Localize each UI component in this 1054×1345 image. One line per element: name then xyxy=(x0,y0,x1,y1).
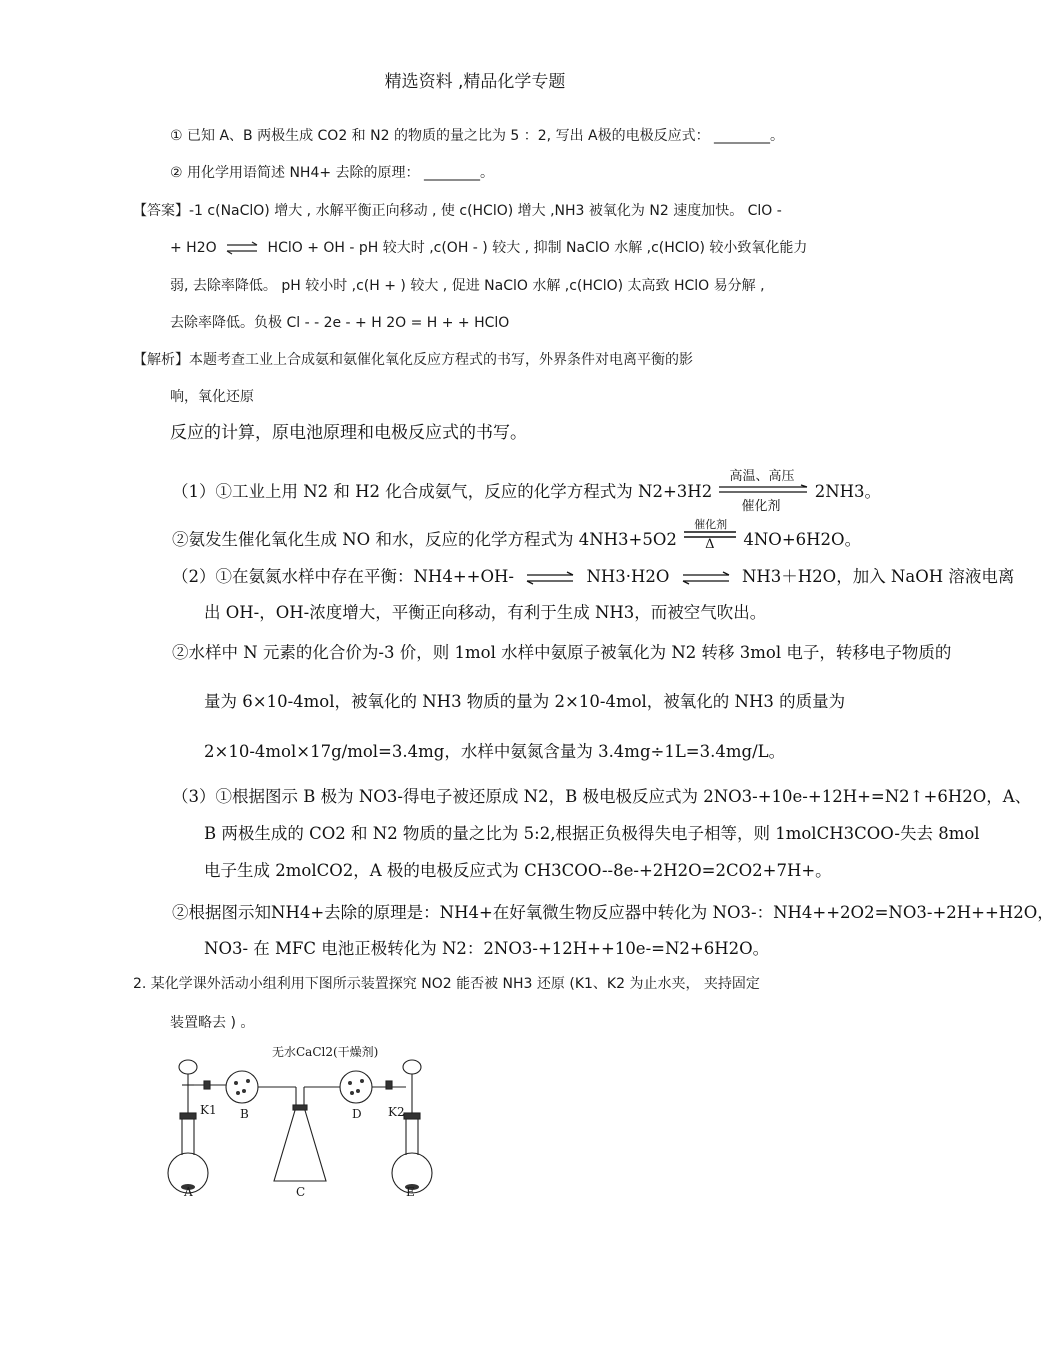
question-line-2: ② 用化学用语简述 NH4+ 去除的原理： ________。 xyxy=(170,165,494,181)
analysis-line-3: 反应的计算，原电池原理和电极反应式的书写。 xyxy=(170,423,527,443)
equilibrium-arrow-icon xyxy=(225,241,259,255)
analysis-para-2a: ②氨发生催化氧化生成 NO 和水，反应的化学方程式为 4NH3+5O2 xyxy=(172,530,677,549)
analysis-para-3a: （2）①在氨氮水样中存在平衡：NH4++OH- xyxy=(172,567,514,586)
drying-agent-label: 无水CaCl2(干燥剂) xyxy=(272,1045,379,1059)
label-d: D xyxy=(352,1107,362,1121)
label-e: E xyxy=(406,1185,415,1199)
label-a: A xyxy=(184,1185,193,1199)
analysis-para-6: 量为 6×10-4mol，被氧化的 NH3 物质的量为 2×10-4mol，被氧化的 NH3 的质量为 xyxy=(204,692,846,711)
analysis-para-4: 出 OH-，OH-浓度增大，平衡正向移动，有利于生成 NH3，而被空气吹出。 xyxy=(204,603,767,622)
condition-top: 催化剂 xyxy=(694,517,728,531)
apparatus-drawing xyxy=(160,1045,440,1205)
question-line-1: ① 已知 A、B 两极生成 CO2 和 N2 的物质的量之比为 5 ：2, 写出 A极的电极反应式： ________。 xyxy=(170,128,785,144)
analysis-para-1a: （1）①工业上用 N2 和 H2 化合成氨气，反应的化学方程式为 N2+3H2 xyxy=(172,482,713,501)
answer-line-3: 弱, 去除率降低。 pH 较小时 ,c(H + ) 较大 , 促进 NaClO 水解 ,c(HClO) 太高致 HClO 易分解 , xyxy=(170,278,765,294)
condition-bottom: Δ xyxy=(705,536,715,552)
double-arrow-icon xyxy=(717,485,809,495)
analysis-para-3 xyxy=(172,565,1014,589)
answer-line-2 xyxy=(170,238,807,258)
analysis-para-10: 电子生成 2molCO2，A 极的电极反应式为 CH3COO--8e-+2H2O=2CO2+7H+。 xyxy=(204,861,832,880)
analysis-para-12: NO3- 在 MFC 电池正极转化为 N2：2NO3-+12H++10e-=N2+6H2O。 xyxy=(204,939,770,958)
apparatus-figure xyxy=(160,1045,440,1205)
reaction-condition-arrow xyxy=(717,468,809,514)
catalyst-condition-arrow xyxy=(682,517,738,553)
analysis-para-11: ②根据图示知NH4+去除的原理是：NH4+在好氧微生物反应器中转化为 NO3-：NH4++2O2=NO3-+2H++H2O， xyxy=(172,903,1054,922)
question-2-line-1: 2. 某化学课外活动小组利用下图所示装置探究 NO2 能否被 NH3 还原 (K1、K2 为止水夹， 夹持固定 xyxy=(133,976,760,992)
condition-bottom: 催化剂 xyxy=(741,498,781,514)
analysis-para-2b: 4NO+6H2O。 xyxy=(743,530,862,549)
k2-label: K2 xyxy=(388,1105,405,1119)
analysis-para-9: B 两极生成的 CO2 和 N2 物质的量之比为 5:2,根据正负极得失电子相等，则 1molCH3COO-失去 8mol xyxy=(204,824,980,843)
k1-label: K1 xyxy=(200,1103,217,1117)
page-header: 精选资料 ,精品化学专题 xyxy=(384,72,566,92)
answer-line-4: 去除率降低。负极 Cl - - 2e - + H 2O = H + + HClO xyxy=(170,315,510,331)
answer-line-2b: HClO + OH - pH 较大时 ,c(OH - ) 较大 , 抑制 NaClO 水解 ,c(HClO) 较小致氧化能力 xyxy=(267,240,808,256)
analysis-para-8: （3）①根据图示 B 极为 NO3-得电子被还原成 N2，B 极电极反应式为 2NO3-+10e-+12H+=N2↑+6H2O，A、 xyxy=(172,787,1032,806)
analysis-para-3b: NH3·H2O xyxy=(586,567,670,586)
analysis-para-3c: NH3＋H2O，加入 NaOH 溶液电离 xyxy=(741,567,1015,586)
analysis-para-2 xyxy=(172,517,862,553)
label-b: B xyxy=(240,1107,249,1121)
analysis-para-5: ②水样中 N 元素的化合价为-3 价，则 1mol 水样中氨原子被氧化为 N2 转移 3mol 电子，转移电子物质的 xyxy=(172,643,952,662)
label-c: C xyxy=(296,1185,306,1199)
equilibrium-arrow-icon xyxy=(525,571,575,585)
question-2-line-2: 装置略去 ) 。 xyxy=(170,1015,255,1031)
condition-top: 高温、高压 xyxy=(729,468,795,484)
answer-line-1: 【答案】-1 c(NaClO) 增大 , 水解平衡正向移动 , 使 c(HClO) 增大 ,NH3 被氧化为 N2 速度加快。 ClO - xyxy=(133,203,782,219)
analysis-para-7: 2×10-4mol×17g/mol=3.4mg，水样中氨氮含量为 3.4mg÷1L=3.4mg/L。 xyxy=(204,742,786,761)
analysis-para-1 xyxy=(172,468,882,514)
equilibrium-arrow-icon xyxy=(681,571,731,585)
analysis-line-2: 响，氧化还原 xyxy=(170,389,254,405)
analysis-line-1: 【解析】本题考查工业上合成氨和氨催化氧化反应方程式的书写，外界条件对电离平衡的影 xyxy=(133,352,693,368)
analysis-para-1b: 2NH3。 xyxy=(814,482,882,501)
answer-line-2a: + H2O xyxy=(170,240,217,256)
